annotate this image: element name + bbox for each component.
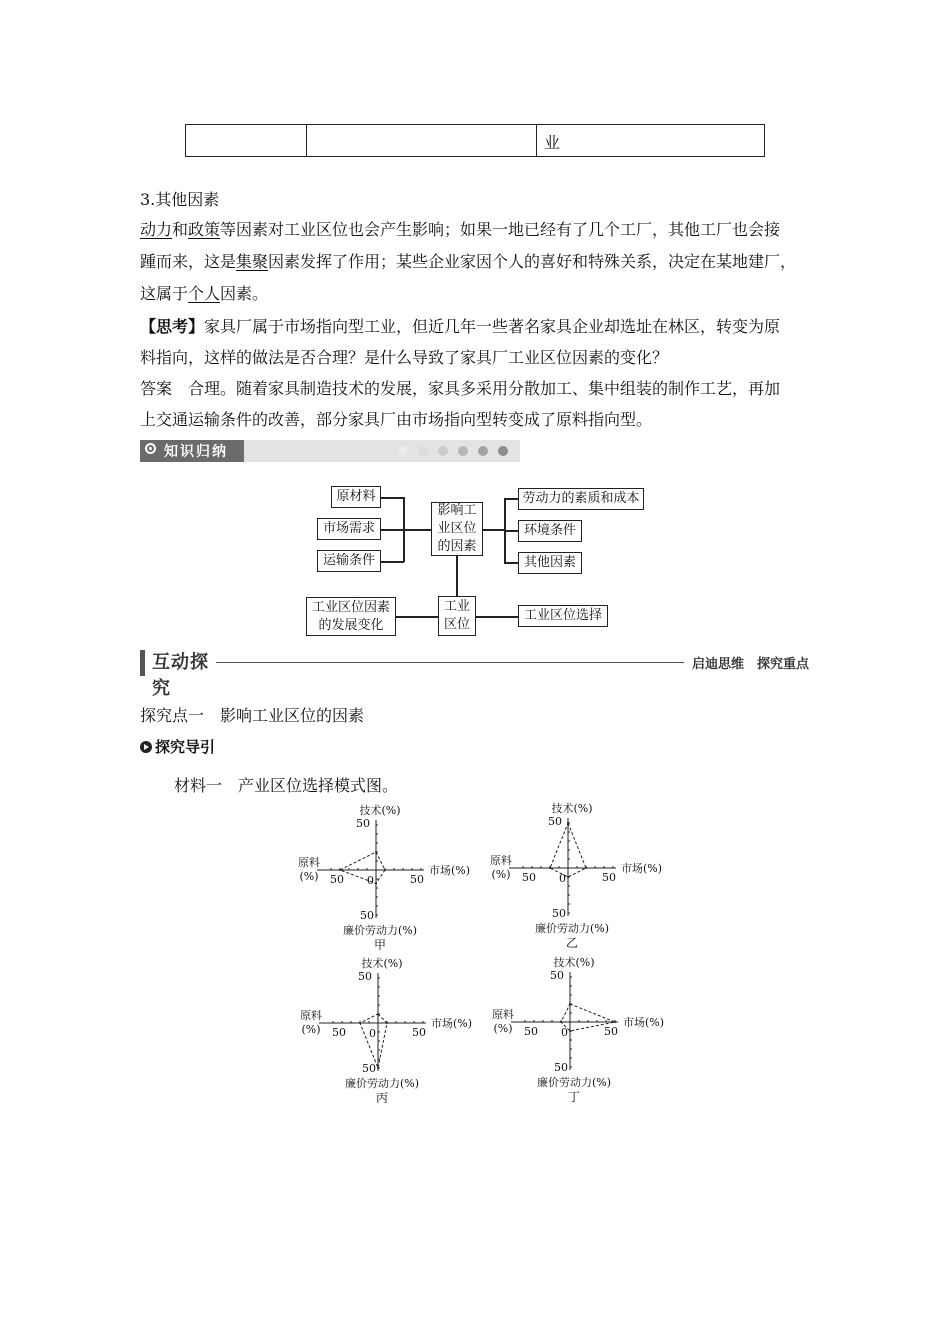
material-line: 材料一 产业区位选择模式图。: [174, 776, 399, 795]
data-point: [560, 1021, 562, 1023]
tick-label: 50: [602, 871, 616, 884]
tick-label: 50: [356, 817, 370, 830]
factor-box: 运输条件: [317, 550, 381, 572]
factor-box: 劳动力的素质和成本: [518, 488, 644, 510]
tick-label: 50: [332, 1026, 346, 1039]
tick-label: 0: [367, 874, 374, 887]
factor-box: 原材料: [331, 486, 381, 508]
chart-caption: 乙: [565, 936, 579, 950]
axis-label-left: 原料: [300, 1009, 322, 1022]
tick-label: 50: [552, 907, 566, 920]
exploration-point: 探究点一 影响工业区位的因素: [140, 706, 365, 725]
tick-label: 0: [559, 872, 566, 885]
axis-label-bottom: 廉价劳动力(%): [342, 924, 418, 937]
chart-caption: 甲: [373, 938, 387, 952]
think-line: 料指向，这样的做法是否合理？是什么导致了家具厂工业区位因素的变化？: [140, 348, 669, 367]
data-point: [386, 1022, 388, 1024]
data-polygon: [360, 1014, 387, 1068]
axis-label-left: (%): [299, 870, 319, 883]
knowledge-title: 知识归纳: [164, 444, 228, 460]
axis-label-top: 技术(%): [553, 956, 595, 969]
axis-label-left: (%): [301, 1023, 321, 1036]
factor-box: 环境条件: [518, 520, 582, 542]
axis-label-left: 原料: [298, 856, 320, 869]
choice-box: 工业区位选择: [518, 605, 608, 627]
answer-line: 上交通运输条件的改善，部分家具厂由市场指向型转变成了原料指向型。: [140, 410, 653, 429]
center-box: 影响工 业区位 的因素: [431, 502, 483, 556]
axis-label-right: 市场(%): [621, 862, 663, 875]
tick-label: 50: [358, 970, 372, 983]
axis-label-top: 技术(%): [361, 957, 403, 970]
data-point: [614, 1021, 616, 1023]
tick-label: 50: [522, 871, 536, 884]
section-title: 互动探究: [152, 652, 209, 699]
axis-label-left: 原料: [492, 1008, 514, 1021]
data-point: [567, 876, 569, 878]
data-point: [567, 822, 569, 824]
data-point: [377, 1067, 379, 1069]
factor-box: 市场需求: [317, 518, 381, 540]
axis-label-bottom: 廉价劳动力(%): [536, 1076, 612, 1089]
section-subtitle: 启迪思维 探究重点: [692, 657, 810, 672]
data-point: [585, 867, 587, 869]
data-point: [339, 869, 341, 871]
tick-label: 50: [330, 873, 344, 886]
change-box: 工业区位因素 的发展变化: [306, 597, 396, 636]
tick-label: 50: [412, 1026, 426, 1039]
factor-box: 其他因素: [518, 552, 582, 574]
location-box: 工业 区位: [438, 596, 476, 636]
tick-label: 50: [524, 1025, 538, 1038]
tick-label: 0: [561, 1026, 568, 1039]
chart-caption: 丁: [567, 1090, 581, 1104]
think-tag: 【思考】: [140, 317, 205, 336]
key-term: 个人: [188, 284, 221, 303]
tick-label: 50: [548, 815, 562, 828]
key-term: 政策: [188, 220, 221, 239]
data-polygon: [340, 852, 385, 884]
axis-label-left: (%): [491, 868, 511, 881]
axis-label-top: 技术(%): [359, 804, 401, 817]
key-term: 集聚: [236, 252, 269, 271]
tick-label: 50: [604, 1025, 618, 1038]
key-term: 动力: [140, 220, 173, 239]
axis-label-left: (%): [493, 1022, 513, 1035]
data-point: [375, 851, 377, 853]
tick-label: 50: [360, 909, 374, 922]
axis-label-top: 技术(%): [551, 802, 593, 815]
axis-label-bottom: 廉价劳动力(%): [344, 1077, 420, 1090]
axis-label-right: 市场(%): [623, 1016, 665, 1029]
data-point: [375, 883, 377, 885]
section-heading: 3.其他因素: [140, 190, 220, 209]
tick-label: 50: [554, 1061, 568, 1074]
data-point: [377, 1013, 379, 1015]
paragraph-line: 踵而来，这是集聚因素发挥了作用；某些企业家因个人的喜好和特殊关系，决定在某地建厂，: [140, 252, 797, 271]
tick-label: 50: [550, 969, 564, 982]
data-point: [359, 1022, 361, 1024]
axis-label-left: 原料: [490, 854, 512, 867]
guide-heading: 探究导引: [140, 736, 215, 757]
axis-label-right: 市场(%): [431, 1017, 473, 1030]
paragraph-line: 这属于个人因素。: [140, 284, 269, 303]
table-cell: 业: [544, 133, 561, 152]
data-point: [549, 867, 551, 869]
answer-line: 答案 合理。随着家具制造技术的发展，家具多采用分散加工、集中组装的制作工艺，再加: [140, 379, 781, 398]
data-point: [569, 1003, 571, 1005]
data-point: [384, 869, 386, 871]
think-line: 【思考】家具厂属于市场指向型工业，但近几年一些著名家具企业却选址在林区，转变为原: [140, 317, 781, 336]
axis-label-bottom: 廉价劳动力(%): [534, 922, 610, 935]
chart-caption: 丙: [375, 1091, 389, 1105]
tick-label: 0: [369, 1027, 376, 1040]
tick-label: 50: [362, 1062, 376, 1075]
axis-label-right: 市场(%): [429, 864, 471, 877]
paragraph-line: 动力和政策等因素对工业区位也会产生影响；如果一地已经有了几个工厂，其他工厂也会接: [140, 220, 781, 239]
data-point: [569, 1030, 571, 1032]
tick-label: 50: [410, 873, 424, 886]
